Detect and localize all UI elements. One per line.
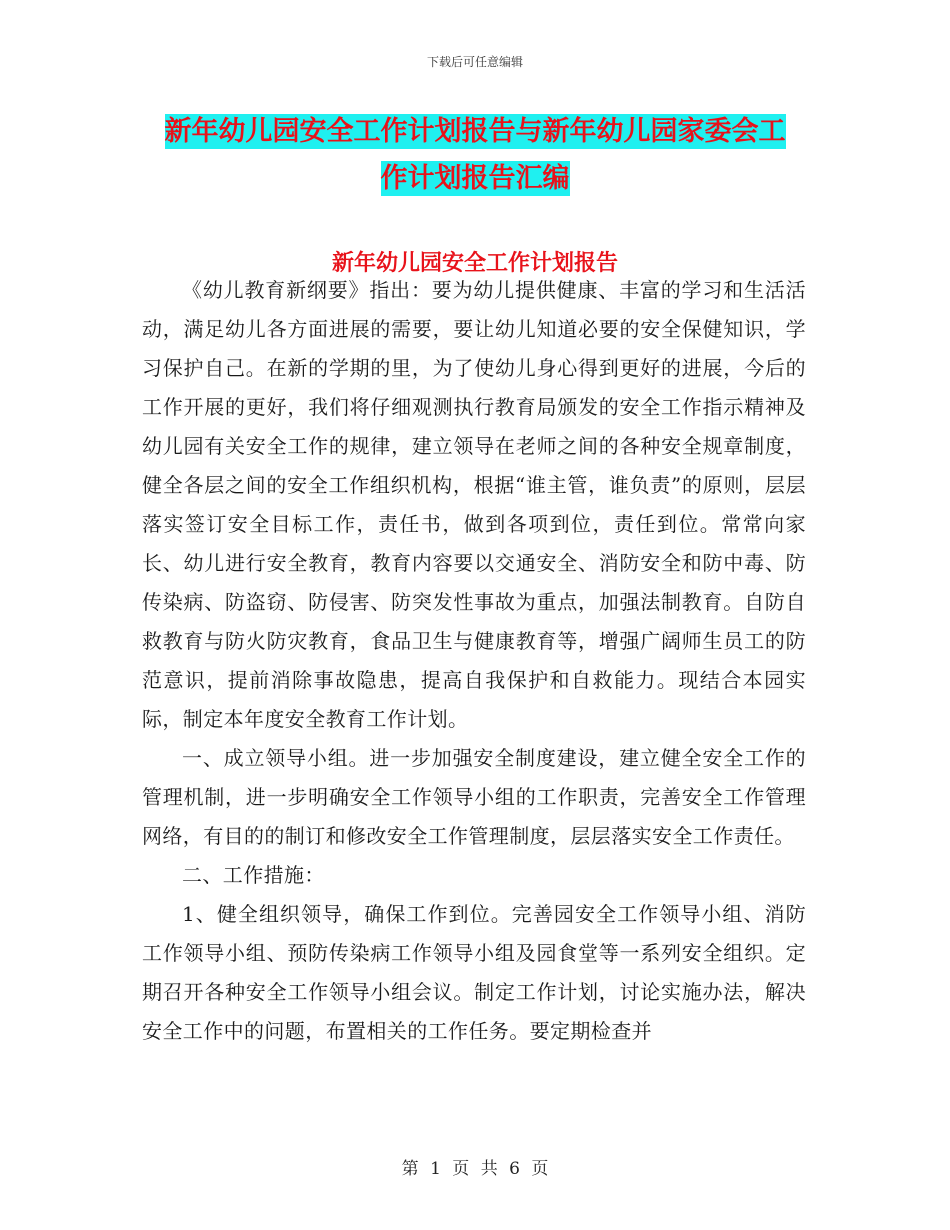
section-title: 新年幼儿园安全工作计划报告 <box>331 251 618 276</box>
paragraph: 一、成立领导小组。进一步加强安全制度建设，建立健全安全工作的管理机制，进一步明确安全工作领导小组的工作职责，完善安全工作管理网络，有目的的制订和修改安全工作管理制度，层层落实安全工作责任。 <box>142 746 806 848</box>
paragraph: 二、工作措施： <box>182 863 325 887</box>
main-title-line-2: 作计划报告汇编 <box>380 163 570 194</box>
paragraph: 《幼儿教育新纲要》指出：要为幼儿提供健康、丰富的学习和生活活动，满足幼儿各方面进展的需要，要让幼儿知道必要的安全保健知识，学习保护自己。在新的学期的里，为了使幼儿身心得到更好的进展，今后的工作开展的更好，我们将仔细观测执行教育局颁发的安全工作指示精神及幼儿园有关安全工作的规律，建立领导在老师之间的各种安全规章制度，健全各层之间的安全工作组织机构，根据“谁主管，谁负责”的原则，层层落实签订安全目标工作，责任书，做到各项到位，责任到位。常常向家长、幼儿进行安全教育，教育内容要以交通安全、消防安全和防中毒、防传染病、防盗窃、防侵害、防突发性事故为重点，加强法制教育。自防自救教育与防火防灾教育，食品卫生与健康教育等，增强广阔师生员工的防范意识，提前消除事故隐患，提高自我保护和自救能力。现结合本园实际，制定本年度安全教育工作计划。 <box>142 278 806 731</box>
page-footer: 第 1 页 共 6 页 <box>401 1159 549 1179</box>
header-note: 下载后可任意编辑 <box>426 55 523 69</box>
body-text <box>142 271 806 1051</box>
paragraph: 1、健全组织领导，确保工作到位。完善园安全工作领导小组、消防工作领导小组、预防传染病工作领导小组及园食堂等一系列安全组织。定期召开各种安全工作领导小组会议。制定工作计划，讨论实施办法，解决安全工作中的问题，布置相关的工作任务。要定期检查并 <box>142 902 806 1043</box>
main-title-line-1: 新年幼儿园安全工作计划报告与新年幼儿园家委会工 <box>164 116 786 147</box>
main-title <box>140 108 810 202</box>
